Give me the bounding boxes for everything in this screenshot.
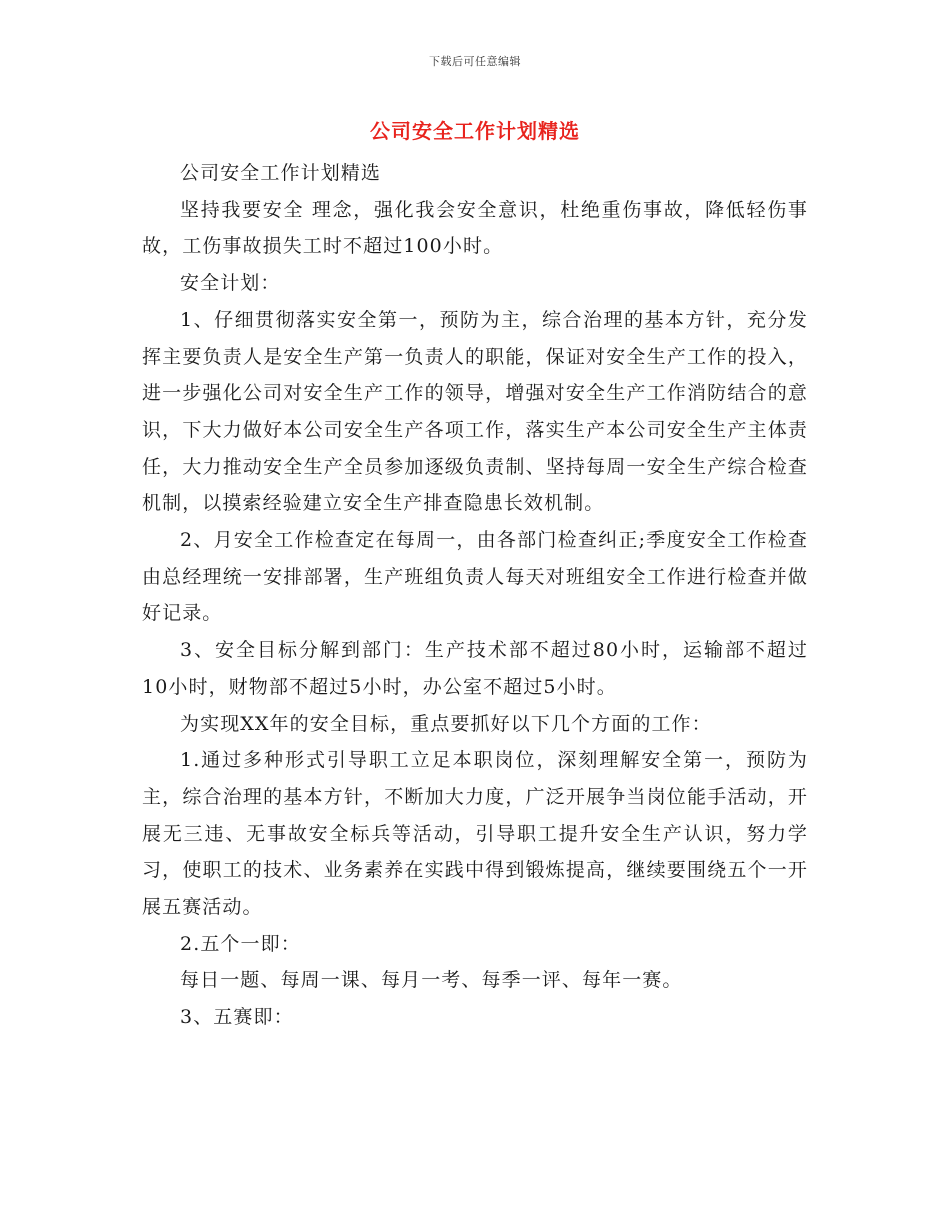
paragraph-work-item-3: 3、五赛即：: [180, 1006, 294, 1029]
paragraph-principle: 坚持我要安全 理念，强化我会安全意识，杜绝重伤事故，降低轻伤事故，工伤事故损失工时不超过100小时。: [142, 198, 808, 258]
document-title: 公司安全工作计划精选: [370, 119, 580, 143]
paragraph-goal-intro: 为实现XX年的安全目标，重点要抓好以下几个方面的工作：: [180, 712, 712, 735]
paragraph-work-item-1: 1.通过多种形式引导职工立足本职岗位，深刻理解安全第一，预防为主，综合治理的基本方针，不断加大力度，广泛开展争当岗位能手活动，开展无三违、无事故安全标兵等活动，引导职工提升安全生产认识，努力学习，使职工的技术、业务素养在实践中得到锻炼提高，继续要围绕五个一开展五赛活动。: [142, 749, 808, 919]
paragraph-plan-item-3: 3、安全目标分解到部门：生产技术部不超过80小时，运输部不超过10小时，财物部不超过5小时，办公室不超过5小时。: [142, 639, 808, 698]
paragraph-plan-item-2: 2、月安全工作检查定在每周一，由各部门检查纠正;季度安全工作检查由总经理统一安排部署，生产班组负责人每天对班组安全工作进行检查并做好记录。: [142, 529, 808, 625]
paragraph-plan-heading: 安全计划：: [180, 272, 281, 295]
paragraph-subtitle: 公司安全工作计划精选: [180, 162, 382, 184]
document-body: [142, 155, 808, 1036]
paragraph-work-item-2: 2.五个一即：: [180, 932, 301, 955]
paragraph-plan-item-1: 1、仔细贯彻落实安全第一，预防为主，综合治理的基本方针，充分发挥主要负责人是安全生产第一负责人的职能，保证对安全生产工作的投入，进一步强化公司对安全生产工作的领导，增强对安全生产工作消防结合的意识，下大力做好本公司安全生产各项工作，落实生产本公司安全生产主体责任，大力推动安全生产全员参加逐级负责制、坚持每周一安全生产综合检查机制，以摸索经验建立安全生产排查隐患长效机制。: [142, 308, 808, 515]
header-note: 下载后可任意编辑: [429, 55, 521, 68]
paragraph-five-ones: 每日一题、每周一课、每月一考、每季一评、每年一赛。: [180, 969, 683, 992]
